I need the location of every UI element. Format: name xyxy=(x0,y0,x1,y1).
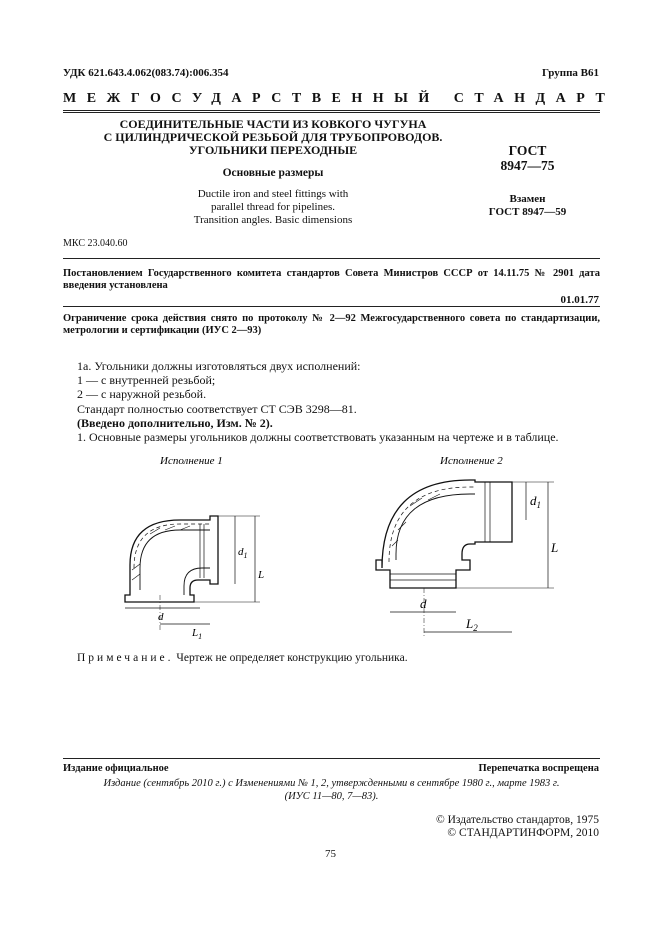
title-line-2: С ЦИЛИНДРИЧЕСКОЙ РЕЗЬБОЙ ДЛЯ ТРУБОПРОВОДОВ. xyxy=(103,130,443,144)
copyright-line-2: © СТАНДАРТИНФОРМ, 2010 xyxy=(447,827,599,839)
effective-date: 01.01.77 xyxy=(560,294,599,306)
reprint-notice: Перепечатка воспрещена xyxy=(478,763,599,774)
paragraph-amendment: (Введено дополнительно, Изм. № 2). xyxy=(77,415,273,430)
english-title-line-1: Ductile iron and steel fittings with xyxy=(197,188,349,200)
edition-line-1: Издание (сентябрь 2010 г.) с Изменениями № 1, 2, утвержденными в сентябре 1980 г., марте 1983 г. xyxy=(103,778,560,789)
english-title-line-2: parallel thread for pipelines. xyxy=(210,201,335,213)
gost-designation xyxy=(470,143,585,173)
footer-rule xyxy=(63,758,600,759)
gost-number: 8947—75 xyxy=(500,158,555,173)
udk-code: УДК 621.643.4.062(083.74):006.354 xyxy=(63,67,229,79)
standard-banner: МЕЖГОСУДАРСТВЕННЫЙ СТАНДАРТ xyxy=(63,91,616,106)
label-l1-sub: 1 xyxy=(198,632,203,641)
label-d1-main: d xyxy=(238,546,244,558)
date-rule xyxy=(63,306,600,307)
drawing-variant-1 xyxy=(110,450,280,645)
paragraph-1: 1. Основные размеры угольников должны соответствовать указанным на чертеже и в таблице. xyxy=(77,430,559,445)
document-title xyxy=(63,118,483,157)
subtitle: Основные размеры xyxy=(222,167,324,179)
replaces-label: Взамен xyxy=(509,193,546,205)
label-d-2: d xyxy=(420,596,427,611)
paragraph-compliance: Стандарт полностью соответствует СТ СЭВ 3298—81. xyxy=(77,401,357,416)
page-number: 75 xyxy=(325,848,336,860)
label-d1-sub: 1 xyxy=(243,551,248,560)
drawing-note xyxy=(77,652,408,664)
drawing-variant-2 xyxy=(370,450,570,650)
hatching xyxy=(132,526,190,580)
label-l2-sub: 2 xyxy=(473,623,478,633)
label-d: d xyxy=(158,611,164,623)
label-l2 xyxy=(465,616,478,633)
variant-2-label: Исполнение 2 xyxy=(440,455,503,467)
paragraph-variant-1: 1 — с внутренней резьбой; xyxy=(77,373,216,388)
body-text xyxy=(77,359,602,444)
label-l-2: L xyxy=(551,540,559,555)
label-d1-2 xyxy=(530,493,541,510)
label-l2-main: L xyxy=(466,616,474,631)
bore-outline-2 xyxy=(396,494,475,560)
decree-text: Постановлением Государственного комитета стандартов Совета Министров СССР от 14.11.75 № 2901 дата введения установлена xyxy=(63,268,600,291)
title-line-1: СОЕДИНИТЕЛЬНЫЕ ЧАСТИ ИЗ КОВКОГО ЧУГУНА xyxy=(119,117,427,131)
label-d1-2-main: d xyxy=(530,493,537,508)
label-d1 xyxy=(238,546,248,560)
label-d1-2-sub: 1 xyxy=(536,500,541,510)
paragraph-1a: 1а. Угольники должны изготовляться двух исполнений: xyxy=(77,359,361,373)
english-title xyxy=(63,188,483,227)
label-l1 xyxy=(191,627,202,641)
section-rule xyxy=(63,258,600,259)
limitation-text: Ограничение срока действия снято по протоколу № 2—92 Межгосударственного совета по стандартизации, метрологии и сертификации (ИУС 2—93) xyxy=(63,313,600,336)
group-code: Группа В61 xyxy=(541,67,599,79)
label-l: L xyxy=(258,569,265,581)
gost-label: ГОСТ xyxy=(508,143,547,158)
edition-info xyxy=(63,777,600,803)
copyright-line-1: © Издательство стандартов, 1975 xyxy=(435,814,599,826)
mks-code: МКС 23.040.60 xyxy=(63,238,128,249)
label-l1-main: L xyxy=(192,627,199,639)
top-rule xyxy=(63,110,600,111)
hatching-2 xyxy=(392,494,440,546)
note-text: Чертеж не определяет конструкцию угольника. xyxy=(176,652,408,664)
paragraph-variant-2: 2 — с наружной резьбой. xyxy=(77,387,207,402)
bore-outline xyxy=(140,530,210,595)
note-label: Примечание. xyxy=(77,652,174,664)
title-line-3: УГОЛЬНИКИ ПЕРЕХОДНЫЕ xyxy=(188,143,358,157)
copyright xyxy=(436,814,599,840)
replaces-block xyxy=(470,193,585,219)
replaces-standard: ГОСТ 8947—59 xyxy=(488,206,567,218)
top-rule-2 xyxy=(63,112,600,113)
english-title-line-3: Transition angles. Basic dimensions xyxy=(193,214,353,226)
variant-1-label: Исполнение 1 xyxy=(160,455,223,467)
official-edition: Издание официальное xyxy=(63,763,169,774)
edition-line-2: (ИУС 11—80, 7—83). xyxy=(284,791,379,802)
